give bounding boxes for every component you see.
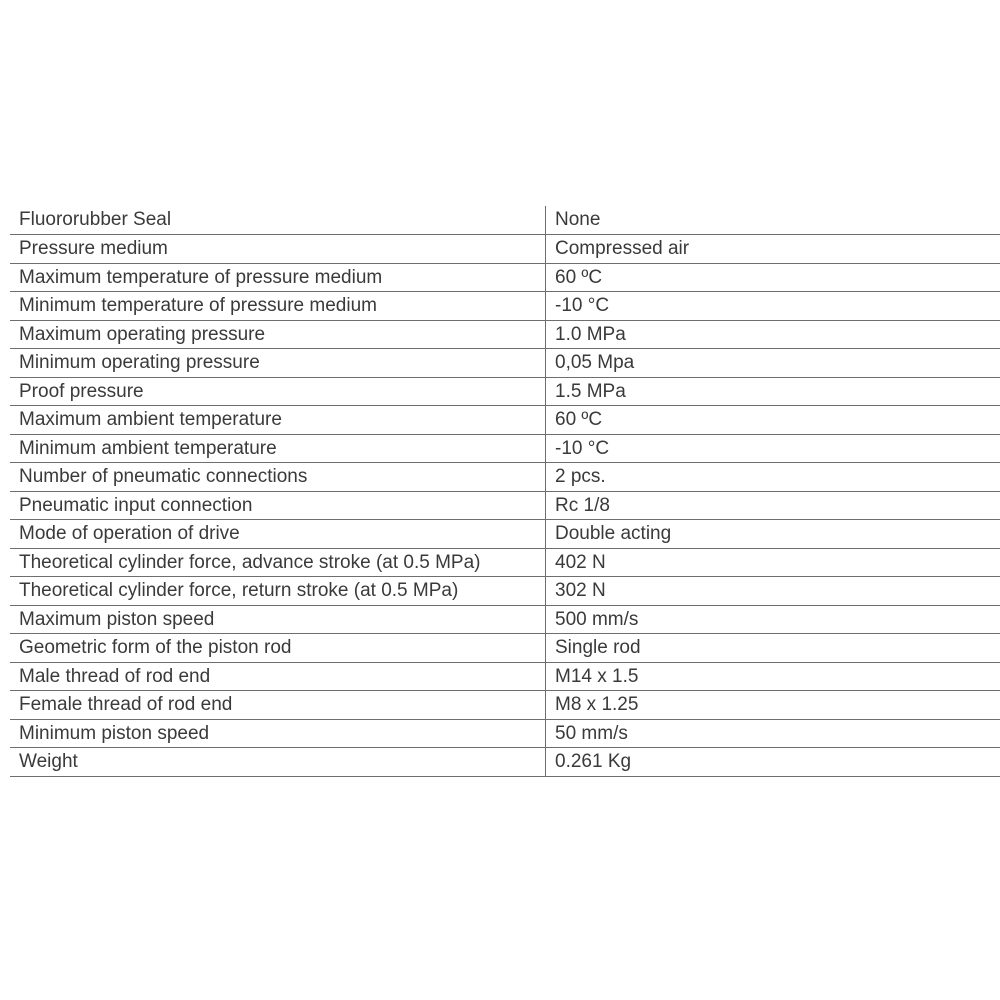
spec-value: 1.5 MPa [555,380,626,402]
spec-value: 402 N [555,551,606,573]
spec-value: 2 pcs. [555,466,606,487]
spec-label: Male thread of rod end [10,663,546,691]
table-row [10,435,1000,464]
table-row [10,406,1000,435]
spec-value: 302 N [555,580,606,601]
spec-label: Fluororubber Seal [10,206,546,234]
table-row [10,292,1000,321]
spec-value: 1.0 MPa [555,323,626,345]
table-row [10,492,1000,521]
spec-label: Minimum temperature of pressure medium [10,292,546,320]
spec-value: -10 °C [555,437,610,459]
table-row [10,206,1000,235]
spec-value: 0,05 Mpa [555,352,635,373]
spec-value: 50 mm/s [555,722,628,744]
spec-label: Theoretical cylinder force, advance stroke (at 0.5 MPa) [10,549,546,577]
spec-value: -10 °C [555,295,610,316]
table-row [10,634,1000,663]
spec-value: Rc 1/8 [555,494,610,516]
spec-value: Single rod [555,637,641,658]
table-row [10,264,1000,293]
spec-label: Pneumatic input connection [10,492,546,520]
table-row [10,691,1000,720]
spec-value: Compressed air [555,238,690,259]
spec-label: Maximum operating pressure [10,321,546,349]
spec-table [10,206,1000,777]
spec-label: Minimum operating pressure [10,349,546,377]
spec-label: Maximum ambient temperature [10,406,546,434]
spec-label: Maximum temperature of pressure medium [10,264,546,292]
table-row [10,720,1000,749]
spec-label: Mode of operation of drive [10,520,546,548]
table-row [10,577,1000,606]
spec-value: Double acting [555,523,672,544]
spec-label: Maximum piston speed [10,606,546,634]
spec-value: None [555,209,601,230]
table-row [10,520,1000,549]
spec-label: Female thread of rod end [10,691,546,719]
table-row [10,378,1000,407]
spec-label: Geometric form of the piston rod [10,634,546,662]
spec-label: Proof pressure [10,378,546,406]
spec-value: M14 x 1.5 [555,665,639,687]
spec-value: 60 ºC [555,266,603,288]
table-row [10,748,1000,777]
spec-value: 60 ºC [555,409,603,430]
table-row [10,663,1000,692]
spec-label: Pressure medium [10,235,546,263]
spec-label: Number of pneumatic connections [10,463,546,491]
spec-value: 500 mm/s [555,608,639,630]
table-row [10,606,1000,635]
table-row [10,321,1000,350]
spec-value: M8 x 1.25 [555,694,639,715]
spec-label: Minimum ambient temperature [10,435,546,463]
table-row [10,549,1000,578]
spec-label: Minimum piston speed [10,720,546,748]
spec-value: 0.261 Kg [555,751,632,772]
spec-label: Weight [10,748,546,776]
table-row [10,349,1000,378]
table-row [10,235,1000,264]
table-row [10,463,1000,492]
spec-label: Theoretical cylinder force, return stroke (at 0.5 MPa) [10,577,546,605]
